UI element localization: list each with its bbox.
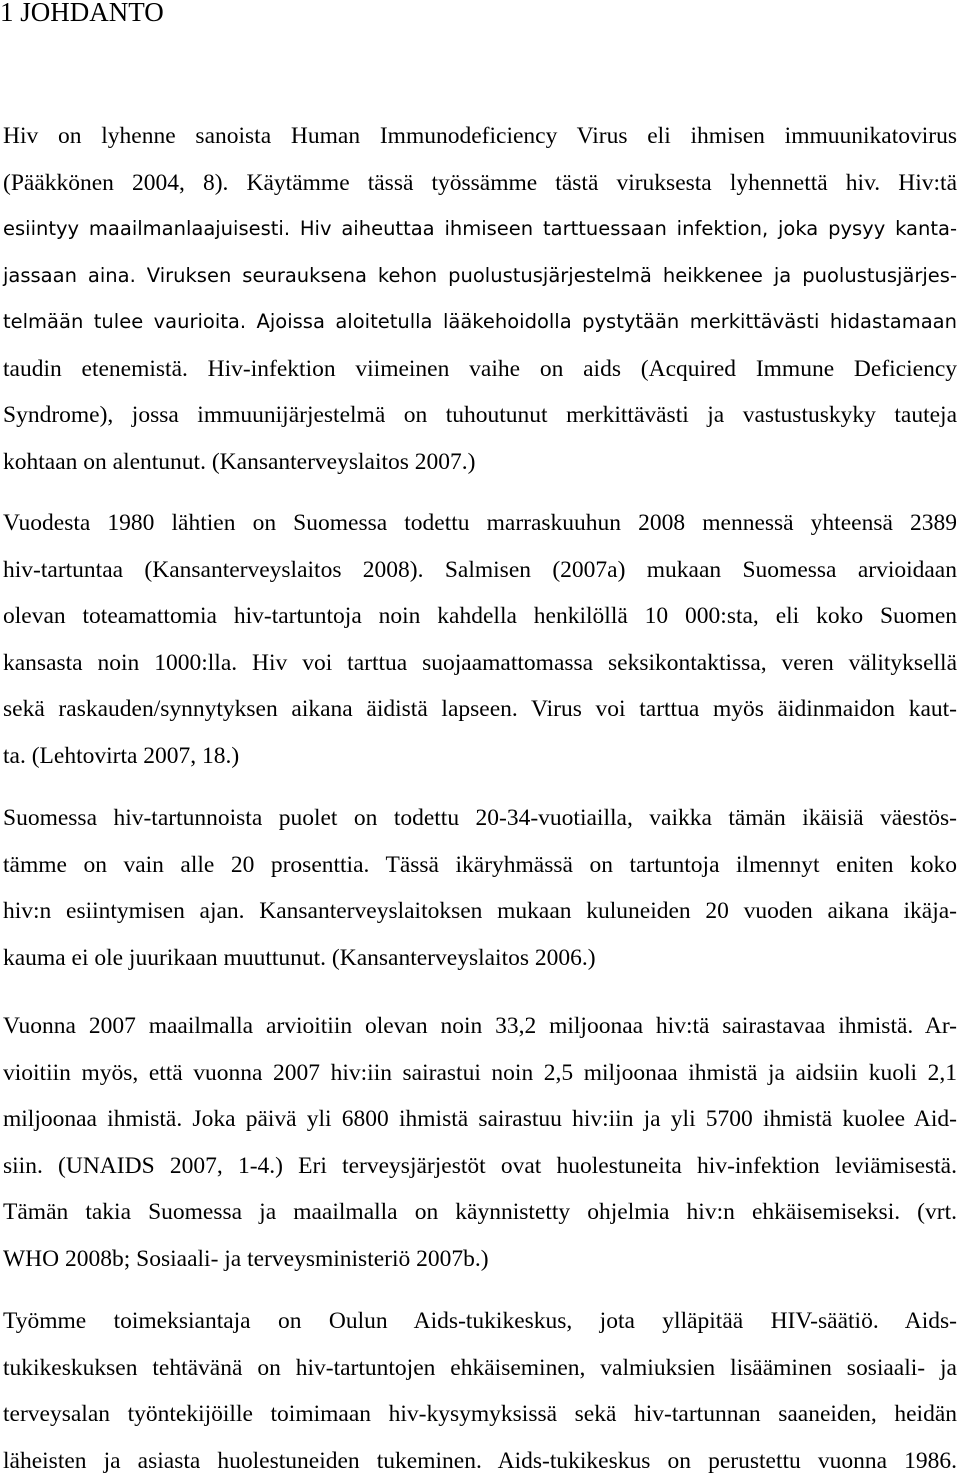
paragraph-line: tukikeskuksen tehtävänä on hiv-tartuntojen ehkäiseminen, valmiuksien lisääminen sosiaali- ja [3,1345,957,1392]
paragraph-line: hiv-tartuntaa (Kansanterveyslaitos 2008). Salmisen (2007a) mukaan Suomessa arvioidaan [3,547,957,594]
paragraph-line: Tämän takia Suomessa ja maailmalla on käynnistetty ohjelmia hiv:n ehkäisemiseksi. (vrt. [3,1189,957,1236]
paragraph-line: siin. (UNAIDS 2007, 1-4.) Eri terveysjärjestöt ovat huolestuneita hiv-infektion leviämisestä. [3,1143,957,1190]
paragraph-line: WHO 2008b; Sosiaali- ja terveysministeriö 2007b.) [3,1236,957,1283]
paragraph-line: vioitiin myös, että vuonna 2007 hiv:iin sairastui noin 2,5 miljoonaa ihmistä ja aidsiin kuoli 2,1 [3,1050,957,1097]
paragraph-line: Vuodesta 1980 lähtien on Suomessa todettu marraskuuhun 2008 mennessä yhteensä 2389 [3,500,957,547]
paragraph-line: kauma ei ole juurikaan muuttunut. (Kansanterveyslaitos 2006.) [3,935,957,982]
paragraph-line: hiv:n esiintymisen ajan. Kansanterveyslaitoksen mukaan kuluneiden 20 vuoden aikana ikäja- [3,888,957,935]
paragraph-line: läheisten ja asiasta huolestuneiden tukeminen. Aids-tukikeskus on perustettu vuonna 1986. [3,1438,957,1484]
paragraph-line: esiintyy maailmanlaajuisesti. Hiv aiheuttaa ihmiseen tarttuessaan infektion, joka pysyy kanta- [3,206,957,253]
paragraph-line: sekä raskauden/synnytyksen aikana äidistä lapseen. Virus voi tarttua myös äidinmaidon kaut- [3,686,957,733]
paragraph-line: ta. (Lehtovirta 2007, 18.) [3,733,957,780]
paragraph-line: (Pääkkönen 2004, 8). Käytämme tässä työssämme tästä viruksesta lyhennettä hiv. Hiv:tä [3,160,957,207]
paragraph-line: telmään tulee vaurioita. Ajoissa aloitetulla lääkehoidolla pystytään merkittävästi hidastamaan [3,299,957,346]
paragraph-age-groups [3,795,957,981]
paragraph-finland-statistics [3,500,957,779]
paragraph-line: Syndrome), jossa immuunijärjestelmä on tuhoutunut merkittävästi ja vastustuskyky tauteja [3,392,957,439]
paragraph-line: miljoonaa ihmistä. Joka päivä yli 6800 ihmistä sairastuu hiv:iin ja yli 5700 ihmistä kuolee Aid- [3,1096,957,1143]
paragraph-line: Suomessa hiv-tartunnoista puolet on todettu 20-34-vuotiailla, vaikka tämän ikäisiä väestös- [3,795,957,842]
section-heading: 1 JOHDANTO [0,0,164,28]
paragraph-line: kohtaan on alentunut. (Kansanterveyslaitos 2007.) [3,439,957,486]
paragraph-line: Työmme toimeksiantaja on Oulun Aids-tukikeskus, jota ylläpitää HIV-säätiö. Aids- [3,1298,957,1345]
paragraph-hiv-definition [3,113,957,485]
paragraph-line: terveysalan työntekijöille toimimaan hiv-kysymyksissä sekä hiv-tartunnan saaneiden, heidän [3,1391,957,1438]
paragraph-line: kansasta noin 1000:lla. Hiv voi tarttua suojaamattomassa seksikontaktissa, veren välityksellä [3,640,957,687]
paragraph-line: olevan toteamattomia hiv-tartuntoja noin kahdella henkilöllä 10 000:sta, eli koko Suomen [3,593,957,640]
paragraph-line: jassaan aina. Viruksen seurauksena kehon puolustusjärjestelmä heikkenee ja puolustusjärjes- [3,253,957,300]
paragraph-line: Vuonna 2007 maailmalla arvioitiin olevan noin 33,2 miljoonaa hiv:tä sairastavaa ihmistä. Ar- [3,1003,957,1050]
paragraph-commissioner [3,1298,957,1484]
paragraph-line: taudin etenemistä. Hiv-infektion viimeinen vaihe on aids (Acquired Immune Deficiency [3,346,957,393]
paragraph-global-statistics [3,1003,957,1282]
paragraph-line: tämme on vain alle 20 prosenttia. Tässä ikäryhmässä on tartuntoja ilmennyt eniten koko [3,842,957,889]
paragraph-line: Hiv on lyhenne sanoista Human Immunodeficiency Virus eli ihmisen immuunikatovirus [3,113,957,160]
